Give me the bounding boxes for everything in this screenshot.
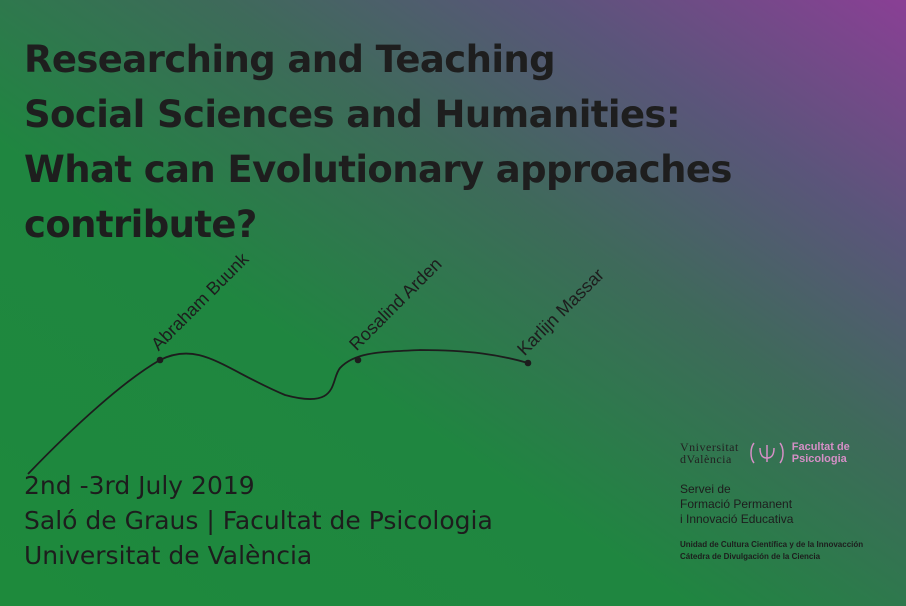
title-line: Social Sciences and Humanities: — [24, 93, 681, 136]
unidad-logo: Unidad de Cultura Científica y de la Innovacción Cátedra de Divulgación de la Ciencia — [680, 540, 864, 561]
title-line: Researching and Teaching — [24, 38, 556, 81]
timeline-curve — [28, 350, 528, 474]
speaker-name: Abraham Buunk — [147, 248, 253, 355]
logo-row — [680, 440, 900, 466]
sponsor-logos — [680, 440, 900, 563]
title-line: What can Evolutionary approaches — [24, 148, 732, 191]
timeline-marker — [525, 360, 532, 367]
event-details — [24, 468, 493, 573]
event-dates: 2nd -3rd July 2019 — [24, 471, 255, 500]
servei-logo: Servei de Formació Permanent i Innovació Educativa — [680, 482, 794, 526]
event-institution: Universitat de València — [24, 541, 313, 570]
speaker-name: Karlijn Massar — [513, 264, 608, 360]
timeline-marker — [157, 357, 164, 364]
psychology-faculty-logo: Facultat de Psicologia — [749, 440, 850, 466]
event-venue: Saló de Graus | Facultat de Psicologia — [24, 506, 493, 535]
psi-emblem-icon — [749, 440, 785, 466]
speaker-name: Rosalind Arden — [345, 253, 446, 355]
timeline-marker — [355, 357, 362, 364]
university-logo: Vniversitat dValència — [680, 440, 739, 466]
title-line: contribute? — [24, 203, 257, 246]
